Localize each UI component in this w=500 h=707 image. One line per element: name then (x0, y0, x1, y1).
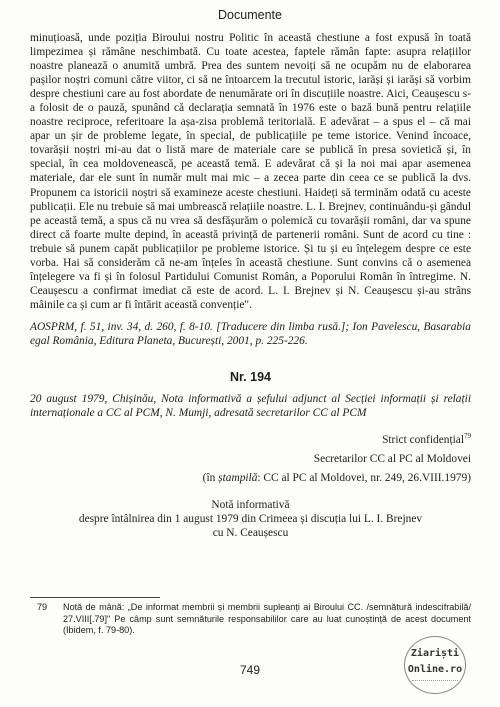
page-number: 749 (239, 663, 261, 677)
note-subtitle-line-1: despre întâlnirea din 1 august 1979 din Crimeea și discuția lui L. I. Brejnev (78, 512, 423, 525)
watermark-logo (404, 636, 466, 694)
footnote-separator (30, 597, 160, 598)
stamp-word: ștampilă (218, 471, 258, 484)
note-subtitle-line-2: cu N. Ceaușescu (212, 526, 289, 539)
footnote-text: Notă de mână: „De informat membrii și membrii supleanți ai Biroului CC. /semnătură indescifrabilă/ 27.VIII[.79]" Pe câmp sunt semnăturile responsabililor care au luat cunoștință de acest document (Ibidem, f. 79-80). (63, 602, 471, 636)
body-paragraph: minuțioasă, unde poziția Biroului nostru Politic în această chestiune a fost expusă în toată limpezimea și rămâne neschimbată. Cu toate acestea, faptele rămân fapte: asupra relațiilor noastre planează o anumită umbră. Prea des suntem nevoiți să ne ocupăm nu de elaborarea pașilor noștri comuni către viitor, ci să ne întoarcem la trecutul istoric, iarăși și iarăși să vorbim despre chestiuni care au fost abordate de nenumărate ori în discuțiile noastre. Aici, Ceaușescu s-a folosit de o pauză, spunând că declarația semnată în 1976 este o bază bună pentru relațiile noastre reciproce, referitoare la așa-zisa problemă teritorială. E adevărat – a spus el – că mai apar un șir de probleme legate, în special, de publicațiile pe teme istorice. Venind încoace, tovarășii noștri mi-au dat o listă mare de materiale care se publică în presa sovietică și, în special, în cea moldovenească, pe această temă. E adevărat că și la noi mai apar asemenea materiale, dar ele sunt în număr mult mai mic – a zecea parte din ceea ce se publică la dvs. Propunem ca istoricii noștri să examineze aceste chestiuni. Haideți să terminăm odată cu aceste publicații. Ele nu trebuie să mai umbrească relațiile noastre. L. I. Brejnev, continuându-și gândul pe această temă, a spus că nu vrea să desfășurăm o polemică cu tovarășii români, dar va spune direct că foarte multe depind, în această privință de partenerii români. Sunt de acord cu tine : trebuie să punem capăt publicațiilor pe probleme istorice. Și tu și eu înțelegem despre ce este vorba. Hai să considerăm că ne-am înțeles în această chestiune. Sunt convins că o asemenea înțelegere va fi și în folosul Partidului Comunist Român, a Poporului Român în întregime. N. Ceaușescu a confirmat imediat că este de acord. L. I. Brejnev și N. Ceaușescu și-au strâns mâinile ca și cum ar fi întărit această convenție". (30, 32, 471, 311)
page-content (30, 31, 471, 540)
source-reference: AOSPRM, f. 51, inv. 34, d. 260, f. 8-10. [Traducere din limba rusă.]; Ion Pavelescu, Basarabia egal România, Editura Planeta, București, 2001, p. 225-226. (30, 320, 471, 347)
stamp-line (30, 469, 471, 488)
classification-label: Strict confidențial (382, 433, 464, 446)
footnote-ref-79: 79 (464, 431, 471, 440)
footnote-number: 79 (37, 602, 48, 612)
classification-line (30, 427, 471, 450)
watermark-line-1: Ziariști (410, 648, 460, 659)
note-title-block (30, 498, 471, 540)
document-heading: 20 august 1979, Chișinău, Nota informativă a șefului adjunct al Secției informații și relații internaționale a CC al PCM, N. Mumji, adresată secretarilor CC al PCM (30, 392, 471, 419)
stamp-prefix: (în (202, 471, 219, 484)
watermark-rule (412, 680, 458, 681)
addressee-line: Secretarilor CC al PC al Moldovei (313, 452, 471, 465)
document-number: Nr. 194 (229, 369, 271, 384)
stamp-details: : CC al PC al Moldovei, nr. 249, 26.VIII.1979) (257, 471, 471, 484)
running-header: Documente (218, 8, 282, 22)
footnote (30, 602, 471, 637)
addressee-block (30, 427, 471, 488)
watermark-line-2: Online.ro (407, 664, 463, 675)
note-title: Notă informativă (211, 498, 290, 511)
